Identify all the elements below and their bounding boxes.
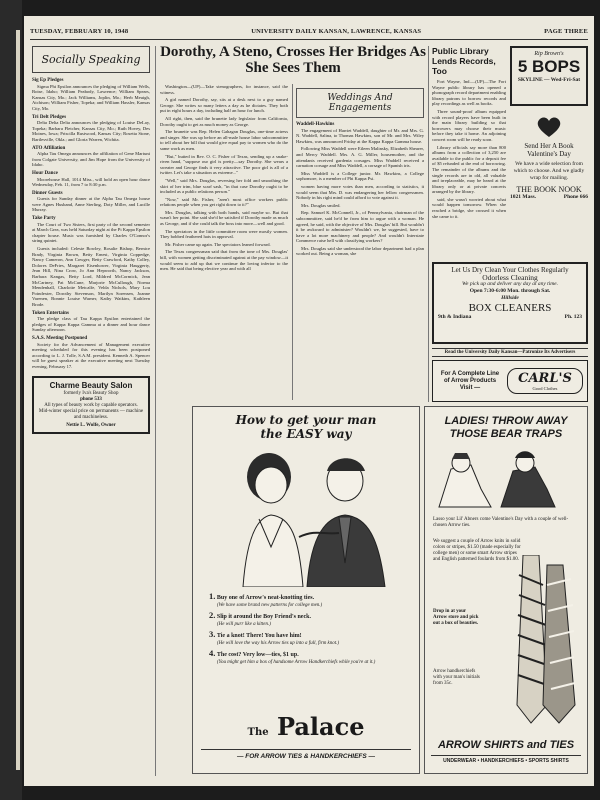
arrow-ladies-ad [424,406,588,774]
palace-step-text: The cost? Very low—ties, $1 up. [216,652,299,658]
palace-step-text: Buy one of Arrow's neat-knotting ties. [216,595,315,601]
society-column [32,46,150,776]
header-page: PAGE THREE [544,28,588,35]
column-rule [292,84,293,400]
socially-speaking-heading: Socially Speaking [32,46,150,73]
society-item-body: Moorehouse Hall, 1014 Miss., will hold an open hour dance Wednesday, Feb. 11, from 7 to 8:30 p.m. [32,176,150,188]
adjacent-page-edge [16,30,20,770]
charme-line-5: Nettie L. Wolfe, Owner [66,422,116,428]
weddings-paragraph: Rep. Samuel K. McConnell, Jr., of Pennsylvania, chairman of the subcommittee, said he'd be from him to argue with a woman. He agreed, he said, with the objective of Mrs. Douglas' bill. But wouldn't it be awkward to administer? Wouldn't we, he suggested, have to have a lot more machinery and people? And wouldn't Interstate Commerce raise hell with classifying workers? [296,210,424,244]
society-item-title: ATO Affiliation [32,145,66,151]
society-item-title: S.A.S. Meeting Postponed [32,335,88,341]
society-item-body: Society for the Advancement of Management executive meeting scheduled for this evening has been postponed according to L. J. Tolle, S.A.M. president. Kenneth A. Spencer will be guest speaker at the executive meeting next Tuesday evening, February 17. [32,341,150,369]
weddings-paragraph: The engagement of Harriet Waddell, daughter of Mr. and Mrs. G. N. Waddell, Salina, to Thomas Hawkins, son of Mr. and Mrs. Wiley Hawkins, was announced Friday at the Kappa Kappa Gamma house. [296,127,424,144]
weddings-paragraph: women having more votes than men, according to statistics, it would seem that Mrs. D. was endangering her fellow congressmen. Nobody in his right mind could afford to vote against it. [296,183,424,201]
palace-step-text: Tie a knot! There! You have him! [216,633,302,639]
society-items [32,78,150,370]
cleaners-phone: Ph. 123 [564,314,582,320]
story-paragraph: A girl named Dorothy, say, sits at a desk next to a guy named George. She writes so many letters a day as he dictates. They both put in eight hours a day, including half an hour for lunch. [160,97,288,114]
weddings-paragraphs [296,128,424,257]
bops-top: Rip Brown's [534,51,564,57]
header-paper: UNIVERSITY DAILY KANSAN, LAWRENCE, KANSAS [251,28,422,35]
story-paragraph: "Well," said Mrs. Douglas, reversing her fold and smoothing the skirt of her trim, blue scarf sash, "in that case Dorothy ought to be included as a public relations person." [160,177,288,195]
story-paragraph: "Now," said Mr. Fisher, "aren't most office workers public relations people when you get right down to it?" [160,196,288,208]
library-column [432,46,506,256]
story-headline: Dorothy, A Steno, Crosses Her Bridges As She Sees Them [160,44,426,76]
palace-step [209,631,409,647]
book-nook-line-1: Send Her A Book [524,142,574,150]
cleaners-line-2: Odorless Cleaning [482,273,538,282]
carls-logo [507,368,583,394]
library-paragraph: said, she wasn't worried about what would happen tomorrow. When she reached a bridge, she crossed it when she came to it. [432,196,506,219]
book-nook-addr: 1021 Mass. [510,194,536,200]
palace-step-number: 2. [209,610,216,620]
charme-line-2: phone 533 [80,396,102,402]
carls-arrow-ad [432,360,588,402]
arrow-copy-1: Lasso your Lil' Abners come Valentine's Day with a couple of well-chosen Arrow ties. [433,517,569,528]
weddings-paragraph: Miss Waddell is a College junior. Mr. Hawkins, a College sophomore, is a member of Phi Kappa Psi. [296,170,424,182]
carls-brand-sub: Good Clothes [532,386,558,391]
society-item-title: Sig Ep Pledges [32,78,64,83]
palace-head-2: the EASY way [260,427,352,441]
arrow-headline [425,415,587,441]
society-item-title: Dinner Guests [32,190,63,196]
palace-the: The [247,727,269,738]
cleaners-line-1: Let Us Dry Clean Your Clothes Regularly [451,266,569,274]
society-item-body: Guests for Sunday dinner at the Alpha Tau Omega house were Agnes Husband, Anne Sterling, Doty Miller, and Lucille Murray. [32,196,150,213]
bops-name: 5 BOPS [517,57,581,76]
arrow-shirts-logo: ARROW SHIRTS and TIES [437,739,575,751]
society-item-title: Take Party [32,216,56,222]
page-header [30,28,588,40]
palace-step-note: (We have some brand new patterns for college men.) [217,603,323,608]
society-item-title: Token Entertains [32,310,69,316]
palace-name-text: Palace [276,712,365,741]
story-paragraph: All right, then, said the brunette lady legislator from California, Dorothy ought to get as much money as George. [160,115,288,127]
story-paragraph: The spectators in the little committee room were mostly women. They bobbed feathered hats in approval. [160,228,288,240]
library-paragraph: Three sound-proof album equipped with record players have been built in the main library building so that borrowers may choose their music before they take it home. An adjoining concert room will be ready soon. [432,108,506,142]
palace-step-number: 3. [209,629,216,639]
carls-line-3: Visit — [459,384,481,391]
cleaners-line-3: We pick up and deliver any day at any time. [461,281,559,287]
story-paragraph: The brunette was Rep. Helen Gahagan Douglas, one-time actress and singer. She was up before an all-male house labor subcommittee to tell about her bill that would give equal pay to women who do the same work as men. [160,129,288,151]
carls-left [433,371,507,392]
newspaper-page [24,16,594,786]
couple-illustration [199,437,415,587]
column-rule [428,46,429,402]
story-dateline: Washington—(UP)—Take stenographers, for instance, said the witness. [160,84,288,95]
weddings-paragraph: Mrs. Douglas smiled. [301,202,341,208]
carls-line-2: of Arrow Products [443,377,497,384]
kansan-patronize-bar: Read the University Daily Kansan—Patronize Its Advertisers [432,348,588,357]
weddings-paragraph: Mrs. Douglas said she understood the labor department had a plan worked out. Being a woman, she [296,245,424,257]
charme-line-3: All types of beauty work by capable operators. [44,402,138,408]
cleaners-name: BOX CLEANERS [468,302,552,314]
page-binding-strip [0,0,22,800]
society-item-body: Guests included: Celeste Bowley, Rosalie Bishop, Bernice Brady, Virginia Brown, Betty Ernest, Virginia Coppedge, Nancy Cameron, Ann Cowger, Betty Crawford, Kathy Colley, Dolores DeFries, Margaret Eisenhower, Virginia Hauggerty, Jean Hill, Nina Crow, Jo Ann Hepworth, Nancy Jackson, Barbara Kangas, Betty Lord, Mildred McCormick, Jean McCartney, Pat McCune, Marjorie McCullough, Norma Mendenhall, Charlotte Metcalfe, Velda Nichols, Mary Lou Poindexter, Dorothy Stevenson, Marilyn Sorensen, Joanne Varenen, Bonnie Louise Warner, Kathy Watkins, Kathleen Brode. [32,246,150,307]
story-paragraph: Mrs. Douglas, talking with both hands, said maybe so. But that wasn't her point. She said she'd be satisfied if Dorothy made as much as George, and if she could talk the boss into more—well and good. [160,209,288,227]
carls-brand: CARL'S [518,371,572,386]
palace-arrow-ties-ad [192,406,420,774]
carls-line-1: For A Complete Line [440,370,500,377]
cleaners-loc: 9th & Indiana [438,314,472,320]
charme-title: Charme Beauty Salon [49,380,133,390]
story-paragraph: The Texas congressman said that from the tone of Mrs. Douglas' bill, with women getting discriminated against at the pay window—it would seem to add up that we continue the loving inferior to the men. He said that being elective year and with all [160,249,288,272]
heart-icon [536,116,562,138]
book-nook-line-2: Valentine's Day [527,150,571,158]
arrow-copy-3: Drop in at your Arrow store and pick out a box of beauties. [433,609,479,626]
arrow-head-1: LADIES! THROW AWAY [444,415,568,427]
story-paragraph: "But," butted in Rev. O. C. Fisher of Texas, sending up a snake-riven hand, "suppose our girl is pretty—say Dorothy. She wears a sweater and George finds it very attractive. The poor girl is all of a twitter. Let's take a situation as extreme..." [160,153,288,176]
arrow-copy-2: We suggest a couple of Arrow knits in solid colors or stripes, $1.50 (made especially for college men) or some smart Arrow stripes and English patterned foulards from $1.00. [433,539,521,562]
charme-line-1: formerly Iva's Beauty Shop [63,390,119,396]
book-nook-phone: Phone 666 [563,194,588,200]
hillbilly-illustration [431,449,581,509]
weddings-title: Waddell-Hawkins [296,122,335,127]
palace-step-note: (He will purr like a kitten.) [217,622,271,627]
society-item-body: Delta Delta Delta announces the pledging of Louise DeLay, Topeka; Barbara Fletcher, Kansas City, Mo.; Ruth Hovey, Des Moines, Iowa; Priscilla Rustwood, Kansas City; Rosetta Stone, Bartlesville, Okla.; and Gloria Warren, Wichita. [32,120,150,142]
palace-step [209,612,409,628]
palace-step-number: 4. [209,648,216,658]
charme-line-4: Mid-winter special price on permanents — machine and machineless. [38,408,144,420]
palace-step [209,593,409,609]
column-rule [155,46,156,776]
arrow-copy-4: Arrow handkerchiefs with your man's initials from 35c. [433,669,480,686]
cleaners-brand: Hillside [501,295,519,301]
palace-step-text: Slip it around the Boy Friend's neck. [216,614,311,620]
palace-step-note: (He will love the way his Arrow ties up into a full, firm knot.) [217,641,340,646]
cleaners-address [434,314,586,321]
story-paragraphs [160,97,288,272]
book-nook-address [510,194,588,201]
society-item-title: Tri Delt Pledges [32,114,67,120]
palace-name [193,712,419,741]
arrow-underline: UNDERWEAR • HANDKERCHIEFS • SPORTS SHIRTS [431,755,581,764]
library-headline: Public Library Lends Records, Too [432,46,496,76]
book-nook-line-3: We have a wide selection from which to choose. And we gladly wrap for mailing. [513,161,585,181]
header-date: TUESDAY, FEBRUARY 10, 1948 [30,28,129,35]
book-nook-ad [510,112,588,262]
weddings-column [296,84,424,400]
society-item-title: Hour Dance [32,170,58,176]
palace-steps [209,593,409,669]
library-paragraph: Library officials say more than 800 albums from a collection of 3,250 are available to the public for a deposit fee of $5 refunded at the end of borrowing. The remainder of the albums and the single records are in old, all valuable and irreplaceable, may be heard at the library only or at private concerts arranged by the library. [432,144,506,195]
ties-illustration [513,555,583,725]
weddings-paragraph: Following Miss Waddell were Eileen Malinsky, Elizabeth Shearer, and Mercy Waddell. Mrs. A. G. Miller, housemother, and the attendants received gardenia corsages. Miss Waddell received a carnation corsage and Miss Waddell, a corsage of Spanish iris. [296,146,424,169]
palace-step-note: (You might get him a box of handsome Arrow Handkerchiefs while you're at it.) [217,660,376,665]
society-item-body: Alpha Tau Omega announces the affiliation of Gene Martuni from Colgate University, and Jim Hope from the University of Idaho. [32,151,150,168]
arrow-head-2: THOSE BEAR TRAPS [449,428,563,440]
cleaners-line-4: Open 7:30-6:00 Mon. through Sat. [469,288,551,294]
weddings-heading: Weddings And Engagements [296,88,424,118]
charme-beauty-ad [32,376,150,434]
society-item-body: The pledge class of Tau Kappa Epsilon entertained the pledges of Kappa Kappa Gamma at a dinner and hour dance Sunday afternoon. [32,316,150,333]
palace-head-1: How to get your man [235,413,377,427]
story-column [160,84,288,400]
palace-step [209,650,409,666]
society-item-body: The Court of Two Sisters, first party of the second semester at March Grea, was held Saturday night at the Pi Kappa Epsilon chapter house. Music was furnished by Charles O'Connor's string quintet. [32,221,150,244]
palace-tagline: — FOR ARROW TIES & HANDKERCHIEFS — [201,749,411,760]
story-paragraph: Mr. Fisher came up again. The spectators leaned forward. [165,241,271,247]
bops-sub: SKYLINE — Wed-Fri-Sat [517,77,581,83]
palace-step-number: 1. [209,591,216,601]
book-nook-name: THE BOOK NOOK [516,185,582,194]
five-bops-ad [510,46,588,106]
society-item-body: Sigma Phi Epsilon announces the pledging of William Wells, Boise, Idaho; William Peabody, Lawrence; William Spears, Kansas City, Mo.; Jack Williams, Joplin, Mo.; Herb Meuigh, Atchison; William Fisher, Topeka; and William Hassler, Kansas City, Mo. [32,83,150,111]
box-cleaners-ad [432,262,588,344]
library-paragraph: Fort Wayne, Ind.—(UP)—The Fort Wayne public library has opened a phonograph record department enabling library patrons to borrow records and play recordings as well as books. [432,79,506,107]
library-paragraphs [432,79,506,219]
